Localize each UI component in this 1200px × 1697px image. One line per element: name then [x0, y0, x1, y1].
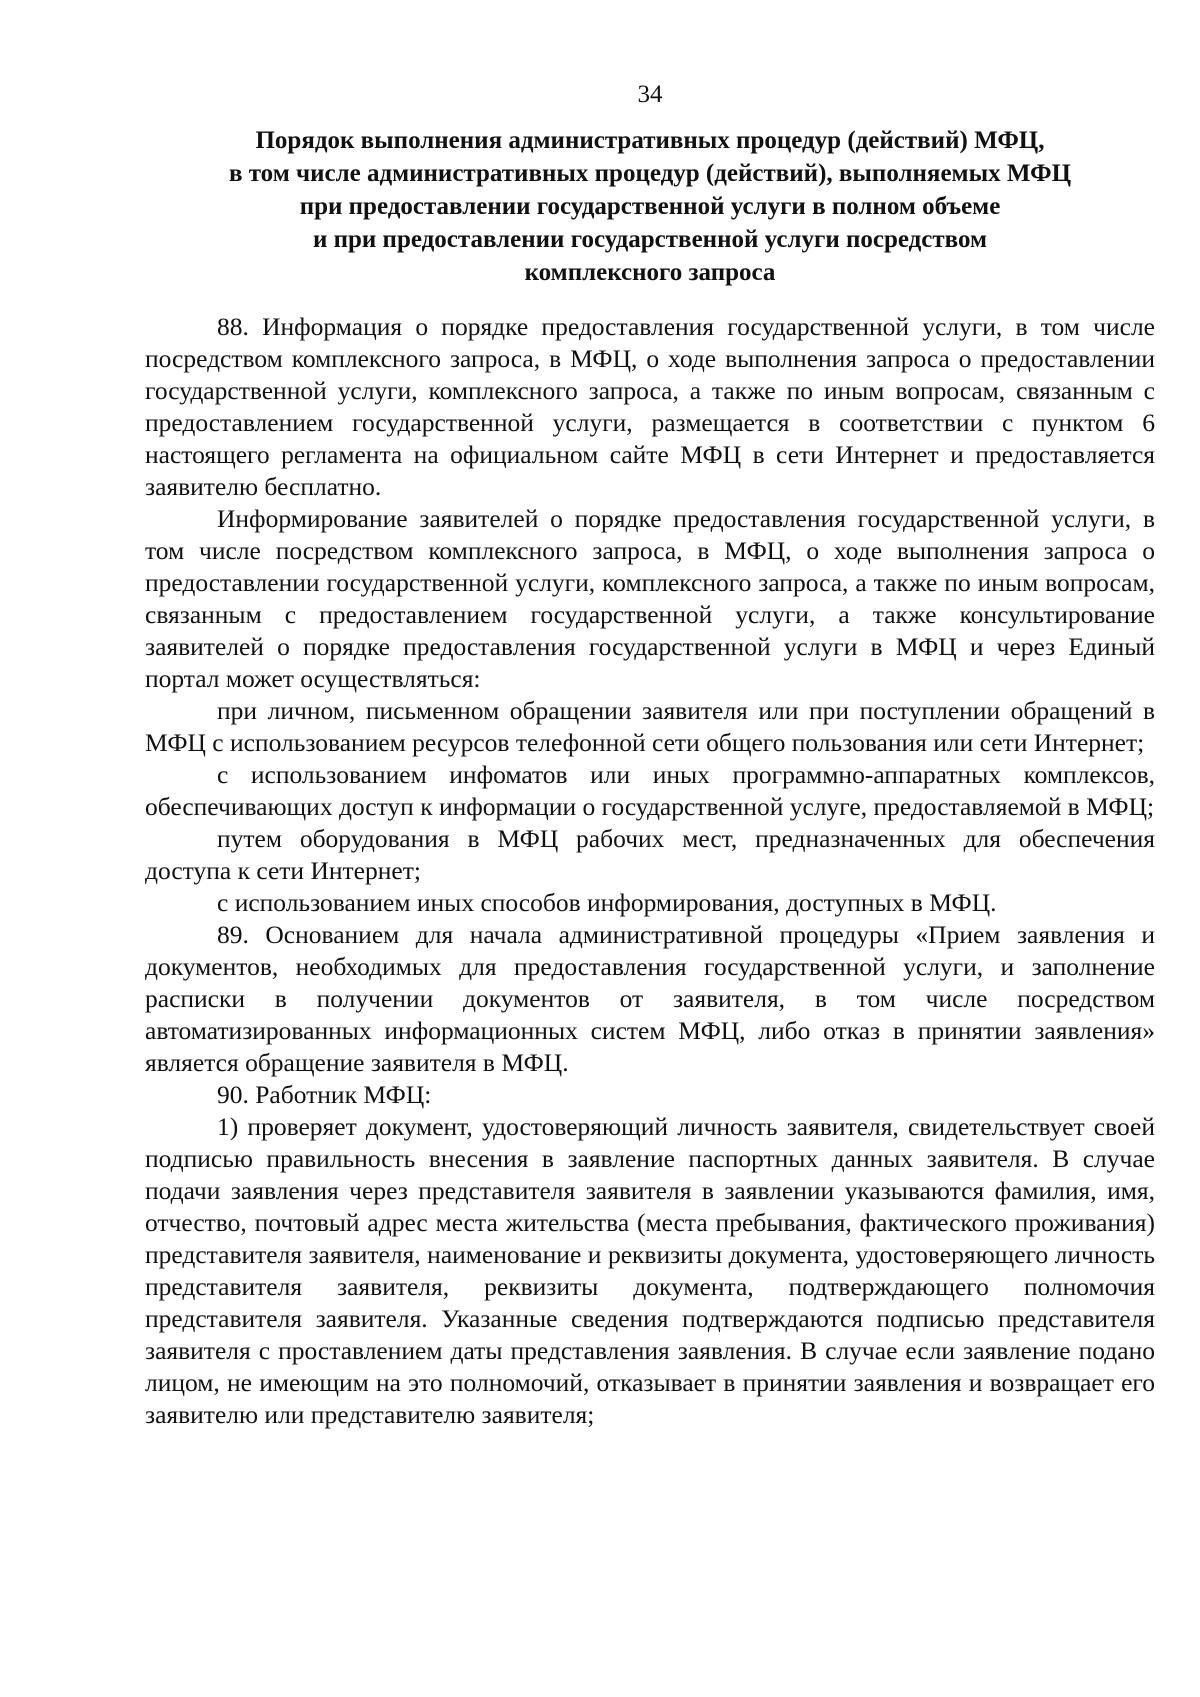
paragraph-90-item-1: 1) проверяет документ, удостоверяющий личность заявителя, свидетельствует своей подписью правильность внесения в заявление паспортных данных заявителя. В случае подачи заявления через представителя заявителя в заявлении указываются фамилия, имя, отчество, почтовый адрес места жительства (места пребывания, фактического проживания) представителя заявителя, наименование и реквизиты документа, удостоверяющего личность представителя заявителя, реквизиты документа, подтверждающего полномочия представителя заявителя. Указанные сведения подтверждаются подписью представителя заявителя с проставлением даты представления заявления. В случае если заявление подано лицом, не имеющим на это полномочий, отказывает в принятии заявления и возвращает его заявителю или представителю заявителя; [145, 1112, 1155, 1429]
list-item-workplaces: путем оборудования в МФЦ рабочих мест, предназначенных для обеспечения доступа к сети Интернет; [145, 824, 1155, 885]
list-item-other-methods: с использованием иных способов информирования, доступных в МФЦ. [217, 888, 997, 917]
paragraph-90: 90. Работник МФЦ: [217, 1080, 432, 1109]
paragraph-89: 89. Основанием для начала административной процедуры «Прием заявления и документов, необходимых для предоставления государственной услуги, и заполнение расписки в получении документов от заявителя, в том числе посредством автоматизированных информационных систем МФЦ, либо отказ в принятии заявления» является обращение заявителя в МФЦ. [145, 920, 1155, 1077]
heading-line: при предоставлении государственной услуги в полном объеме [299, 193, 1001, 220]
heading-line: в том числе административных процедур (действий), выполняемых МФЦ [228, 160, 1072, 187]
heading-line: Порядок выполнения административных процедур (действий) МФЦ, [255, 127, 1045, 154]
paragraph-informing: Информирование заявителей о порядке предоставления государственной услуги, в том числе посредством комплексного запроса, в МФЦ, о ходе выполнения запроса о предоставлении государственной услуги, комплексного запроса, а также по иным вопросам, связанным с предоставлением государственной услуги, а также консультирование заявителей о порядке предоставления государственной услуги в МФЦ и через Единый портал может осуществляться: [145, 504, 1155, 693]
list-item-personal-appeal: при личном, письменном обращении заявителя или при поступлении обращений в МФЦ с использованием ресурсов телефонной сети общего пользования или сети Интернет; [145, 696, 1155, 757]
heading-line: комплексного запроса [524, 259, 776, 286]
paragraph-88: 88. Информация о порядке предоставления государственной услуги, в том числе посредством комплексного запроса, в МФЦ, о ходе выполнения запроса о предоставлении государственной услуги, комплексного запроса, а также по иным вопросам, связанным с предоставлением государственной услуги, размещается в соответствии с пунктом 6 настоящего регламента на официальном сайте МФЦ в сети Интернет и предоставляется заявителю бесплатно. [145, 312, 1155, 501]
heading-line: и при предоставлении государственной услуги посредством [312, 226, 988, 253]
document-page [145, 80, 1155, 1431]
list-item-infomats: с использованием инфоматов или иных программно-аппаратных комплексов, обеспечивающих доступ к информации о государственной услуге, предоставляемой в МФЦ; [145, 760, 1155, 821]
section-heading [145, 124, 1155, 289]
page-number: 34 [637, 81, 663, 108]
